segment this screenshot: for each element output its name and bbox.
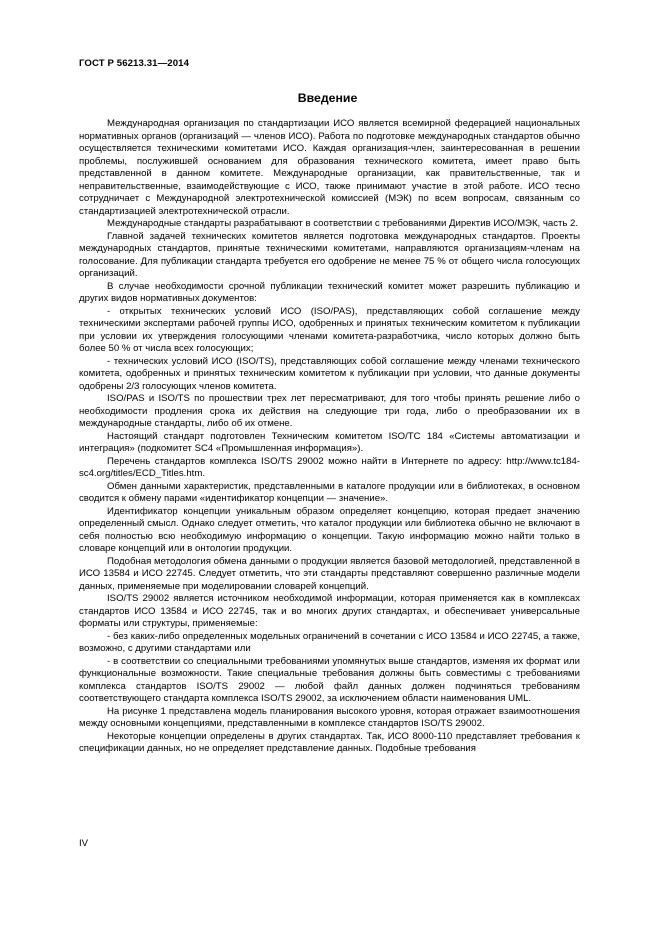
paragraph: Главной задачей технических комитетов является подготовка международных стандартов. Проекты международных стандартов, принятые техническими комитетами, направляются организациям-членам на голосование. Для публикации стандарта требуется его одобрение не менее 75 % от общего числа голосующих организаций.	[79, 230, 580, 279]
paragraph: В случае необходимости срочной публикации технический комитет может разрешить публикацию и других видов нормативных документов:	[79, 280, 580, 304]
paragraph: Международная организация по стандартизации ИСО является всемирной федерацией национальных нормативных органов (организаций — членов ИСО). Работа по подготовке международных стандартов обычно осуществляется техническими комитетами ИСО. Каждая организация-член, заинтересованная в решении проблемы, послужившей основанием для образования технического комитета, имеет право быть представленной в данном комитете. Международные организации, как правительственные, так и неправительственные, взаимодействующие с ИСО, также принимают участие в этой работе. ИСО тесно сотрудничает с Международной электротехнической комиссией (МЭК) по всем вопросам, связанным со стандартизацией электротехнической отрасли.	[79, 118, 580, 217]
list-item: - в соответствии со специальными требованиями упомянутых выше стандартов, изменяя их формат или функциональные возможности. Такие специальные требования должны быть совместимы с требованиями комплекса стандартов ISO/TS 29002 — любой файл данных должен подчиняться требованиям соответствующего стандарта комплекса ISO/TS 29002, за исключением области наименования UML.	[79, 655, 580, 704]
list-item: - открытых технических условий ИСО (ISO/PAS), представляющих собой соглашение между техническими экспертами рабочей группы ИСО, одобренных и принятых техническим комитетом к публикации при условии их утверждения голосующими членами комитета-разработчика, число которых должно быть более 50 % от числа всех голосующих;	[79, 305, 580, 354]
paragraph: Международные стандарты разрабатывают в соответствии с требованиями Директив ИСО/МЭК, часть 2.	[107, 218, 579, 229]
paragraph: Настоящий стандарт подготовлен Техническим комитетом ISO/TC 184 «Системы автоматизации и интеграция» (подкомитет SC4 «Промышленная информация»).	[79, 430, 580, 454]
paragraph: Идентификатор концепции уникальным образом определяет концепцию, которая предает значению определенный смысл. Однако следует отметить, что каталог продукции или библиотека обычно не включают в себя полностью всю необходимую информацию о концепции. Такую информацию можно найти только в словаре концепций или в онтологии продукции.	[79, 505, 580, 554]
paragraph: ISO/PAS и ISO/TS по прошествии трех лет пересматривают, для того чтобы принять решение либо о необходимости продления срока их действия на следующие три года, либо о преобразовании их в международные стандарты, либо об их отмене.	[79, 393, 580, 429]
paragraph: Некоторые концепции определены в других стандартах. Так, ИСО 8000-110 представляет требования к спецификации данных, но не определяет представление данных. Подобные требования	[79, 730, 580, 754]
document-code: ГОСТ Р 56213.31—2014	[79, 58, 190, 69]
list-item: - без каких-либо определенных модельных ограничений в сочетании с ИСО 13584 и ИСО 22745, а также, возможно, с другими стандартами или	[79, 630, 580, 654]
section-title: Введение	[297, 91, 358, 105]
body-text	[79, 118, 580, 756]
paragraph: ISO/TS 29002 является источником необходимой информации, которая применяется как в комплексах стандартов ИСО 13584 и ИСО 22745, так и во многих других стандартах, и обеспечивает универсальные форматы или структуры, применяемые:	[79, 593, 580, 629]
list-item: - технических условий ИСО (ISO/TS), представляющих собой соглашение между членами технического комитета, одобренных и принятых техническим комитетом к публикации при условии, что данные документы одобрены 2/3 голосующих членов комитета.	[79, 355, 580, 392]
paragraph: Подобная методология обмена данными о продукции является базовой методологией, представленной в ИСО 13584 и ИСО 22745. Следует отметить, что эти стандарты представляют совершенно различные модели данных, применяемые при моделировании словарей концепций.	[79, 555, 580, 592]
page-number: IV	[79, 838, 89, 849]
paragraph: На рисунке 1 представлена модель планирования высокого уровня, которая отражает взаимоотношения между основными концепциями, представленными в комплексе стандартов ISO/TS 29002.	[79, 705, 580, 729]
paragraph: Обмен данными характеристик, представленными в каталоге продукции или в библиотеках, в основном сводится к обмену парами «идентификатор концепции — значение».	[79, 480, 580, 504]
paragraph: Перечень стандартов комплекса ISO/TS 29002 можно найти в Интернете по адресу: http://www.tc184-sc4.org/titles/ECD_Titles.htm.	[79, 455, 580, 479]
